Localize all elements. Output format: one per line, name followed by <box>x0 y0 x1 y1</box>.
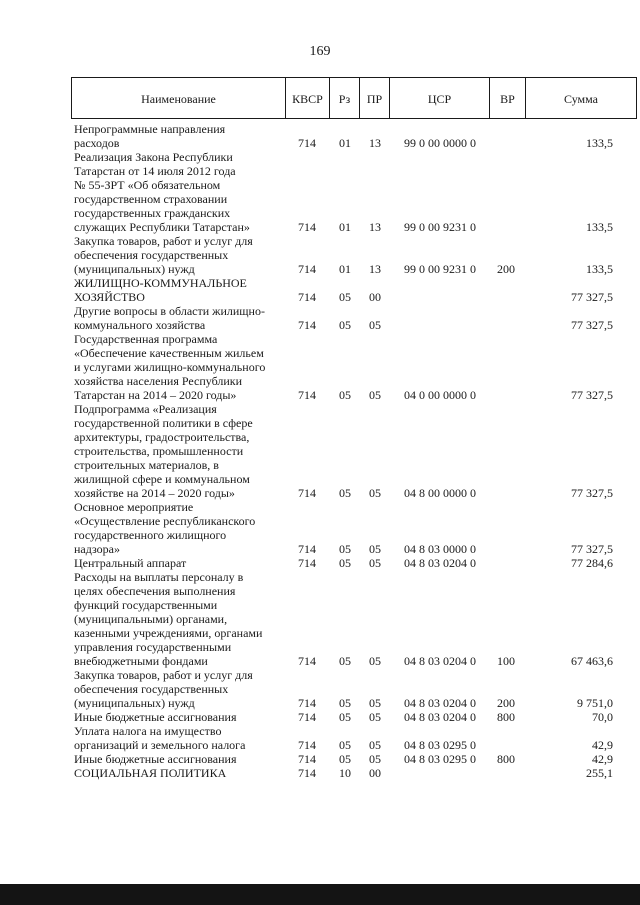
row-pr: 00 <box>369 290 381 304</box>
row-vr <box>490 766 522 780</box>
table-row <box>0 150 640 234</box>
table-row <box>0 556 640 570</box>
row-name-line: Иные бюджетные ассигнования <box>74 710 237 724</box>
row-name <box>74 724 279 752</box>
row-name-line: функций государственными <box>74 598 218 612</box>
row-sum: 133,5 <box>586 136 613 150</box>
row-name <box>74 500 279 556</box>
row-name-line: Реализация Закона Республики <box>74 150 233 164</box>
row-name <box>74 556 279 570</box>
column-header-name: Наименование <box>141 92 216 106</box>
row-pr: 13 <box>369 136 381 150</box>
row-name-line: № 55-ЗРТ «Об обязательном <box>74 178 221 192</box>
row-sum: 42,9 <box>592 738 613 752</box>
row-vr <box>490 388 522 402</box>
row-kvsr: 714 <box>298 542 316 556</box>
row-name-line: архитектуры, градостроительства, <box>74 430 250 444</box>
row-name-line: служащих Республики Татарстан» <box>74 220 250 234</box>
table-row <box>0 710 640 724</box>
row-vr <box>490 542 522 556</box>
page-number: 169 <box>309 44 331 59</box>
row-rz: 05 <box>339 738 351 752</box>
row-pr: 05 <box>369 710 381 724</box>
row-name-line: Иные бюджетные ассигнования <box>74 752 237 766</box>
row-name <box>74 668 279 710</box>
row-csr <box>390 766 490 780</box>
row-pr: 05 <box>369 388 381 402</box>
column-header-sum: Сумма <box>525 78 636 118</box>
row-sum: 255,1 <box>586 766 613 780</box>
row-name-line: Подпрограмма «Реализация <box>74 402 217 416</box>
row-name-line: (муниципальных) нужд <box>74 696 195 710</box>
row-name-line: ХОЗЯЙСТВО <box>74 290 145 304</box>
row-rz: 05 <box>339 388 351 402</box>
row-name <box>74 766 279 780</box>
row-kvsr: 714 <box>298 738 316 752</box>
row-vr <box>490 220 522 234</box>
row-vr: 800 <box>497 752 515 766</box>
row-sum: 70,0 <box>592 710 613 724</box>
row-name-line: Закупка товаров, работ и услуг для <box>74 234 253 248</box>
table-row <box>0 234 640 276</box>
row-pr: 05 <box>369 738 381 752</box>
row-name-line: Закупка товаров, работ и услуг для <box>74 668 253 682</box>
row-pr: 13 <box>369 220 381 234</box>
row-name <box>74 332 279 402</box>
row-name-line: обеспечения государственных <box>74 682 229 696</box>
row-rz: 05 <box>339 654 351 668</box>
row-rz: 01 <box>339 136 351 150</box>
row-pr: 05 <box>369 486 381 500</box>
row-pr: 05 <box>369 654 381 668</box>
row-name-line: жилищной сфере и коммунальном <box>74 472 250 486</box>
row-name-line: Расходы на выплаты персоналу в <box>74 570 244 584</box>
table-row <box>0 752 640 766</box>
row-rz: 01 <box>339 220 351 234</box>
row-name-line: государственном страховании <box>74 192 228 206</box>
row-name-line: Государственная программа <box>74 332 218 346</box>
row-name <box>74 276 279 304</box>
row-sum: 9 751,0 <box>577 696 613 710</box>
row-pr: 05 <box>369 318 381 332</box>
row-kvsr: 714 <box>298 388 316 402</box>
table-row <box>0 724 640 752</box>
row-kvsr: 714 <box>298 696 316 710</box>
row-name-line: Другие вопросы в области жилищно- <box>74 304 265 318</box>
row-kvsr: 714 <box>298 556 316 570</box>
row-sum: 77 327,5 <box>571 388 613 402</box>
row-csr: 04 8 03 0204 0 <box>404 556 476 570</box>
row-rz: 05 <box>339 542 351 556</box>
row-name-line: целях обеспечения выполнения <box>74 584 236 598</box>
table-row <box>0 766 640 780</box>
row-name-line: Татарстан от 14 июля 2012 года <box>74 164 236 178</box>
row-kvsr: 714 <box>298 318 316 332</box>
row-pr: 05 <box>369 752 381 766</box>
table-row <box>0 570 640 668</box>
row-name-line: расходов <box>74 136 120 150</box>
row-kvsr: 714 <box>298 710 316 724</box>
row-name <box>74 234 279 276</box>
row-name-line: строительных материалов, в <box>74 458 219 472</box>
row-vr <box>490 556 522 570</box>
table-row <box>0 402 640 500</box>
row-name-line: Центральный аппарат <box>74 556 187 570</box>
row-kvsr: 714 <box>298 136 316 150</box>
row-rz: 01 <box>339 262 351 276</box>
row-name-line: «Обеспечение качественным жильем <box>74 346 264 360</box>
row-pr: 05 <box>369 696 381 710</box>
row-pr: 13 <box>369 262 381 276</box>
row-rz: 05 <box>339 290 351 304</box>
table-header <box>71 77 637 119</box>
row-name <box>74 304 279 332</box>
row-kvsr: 714 <box>298 654 316 668</box>
row-sum: 133,5 <box>586 220 613 234</box>
row-csr <box>390 290 490 304</box>
column-header-vr: ВР <box>489 78 525 118</box>
table-row <box>0 276 640 304</box>
row-name <box>74 570 279 668</box>
row-csr: 99 0 00 9231 0 <box>404 262 476 276</box>
table-row <box>0 332 640 402</box>
row-sum: 77 327,5 <box>571 486 613 500</box>
column-header-pr: ПР <box>359 78 389 118</box>
row-kvsr: 714 <box>298 486 316 500</box>
row-kvsr: 714 <box>298 290 316 304</box>
row-vr: 100 <box>497 654 515 668</box>
row-name-line: Основное мероприятие <box>74 500 194 514</box>
row-rz: 05 <box>339 710 351 724</box>
row-pr: 00 <box>369 766 381 780</box>
row-csr: 99 0 00 0000 0 <box>404 136 476 150</box>
row-vr: 200 <box>497 262 515 276</box>
row-csr: 04 8 00 0000 0 <box>404 486 476 500</box>
row-csr: 04 8 03 0295 0 <box>404 738 476 752</box>
row-sum: 77 327,5 <box>571 290 613 304</box>
column-header-kvsr: КВСР <box>285 78 329 118</box>
row-name-line: (муниципальными) органами, <box>74 612 228 626</box>
column-header-csr: ЦСР <box>389 78 489 118</box>
row-rz: 10 <box>339 766 351 780</box>
row-name-line: СОЦИАЛЬНАЯ ПОЛИТИКА <box>74 766 227 780</box>
row-csr: 99 0 00 9231 0 <box>404 220 476 234</box>
row-csr: 04 0 00 0000 0 <box>404 388 476 402</box>
row-sum: 42,9 <box>592 752 613 766</box>
row-name-line: Уплата налога на имущество <box>74 724 222 738</box>
row-csr: 04 8 03 0204 0 <box>404 696 476 710</box>
row-csr: 04 8 03 0000 0 <box>404 542 476 556</box>
row-sum: 77 284,6 <box>571 556 613 570</box>
row-sum: 77 327,5 <box>571 318 613 332</box>
row-vr <box>490 738 522 752</box>
row-name-line: обеспечения государственных <box>74 248 229 262</box>
row-kvsr: 714 <box>298 262 316 276</box>
row-name-line: государственного жилищного <box>74 528 227 542</box>
row-name-line: ЖИЛИЩНО-КОММУНАЛЬНОЕ <box>74 276 247 290</box>
row-kvsr: 714 <box>298 220 316 234</box>
row-name-line: Татарстан на 2014 – 2020 годы» <box>74 388 237 402</box>
row-name-line: (муниципальных) нужд <box>74 262 195 276</box>
row-pr: 05 <box>369 542 381 556</box>
row-sum: 133,5 <box>586 262 613 276</box>
row-name-line: Непрограммные направления <box>74 122 226 136</box>
row-sum: 77 327,5 <box>571 542 613 556</box>
row-name-line: государственных гражданских <box>74 206 231 220</box>
row-name-line: государственной политики в сфере <box>74 416 253 430</box>
row-kvsr: 714 <box>298 752 316 766</box>
row-pr: 05 <box>369 556 381 570</box>
row-name-line: и услугами жилищно-коммунального <box>74 360 266 374</box>
row-name <box>74 752 279 766</box>
table-row <box>0 122 640 150</box>
row-name-line: надзора» <box>74 542 120 556</box>
row-name <box>74 710 279 724</box>
column-header-rz: Рз <box>329 78 359 118</box>
row-vr: 200 <box>497 696 515 710</box>
row-name-line: внебюджетными фондами <box>74 654 208 668</box>
row-rz: 05 <box>339 696 351 710</box>
row-name-line: хозяйства населения Республики <box>74 374 243 388</box>
row-rz: 05 <box>339 752 351 766</box>
table-row <box>0 500 640 556</box>
row-name-line: «Осуществление республиканского <box>74 514 256 528</box>
row-vr <box>490 318 522 332</box>
row-rz: 05 <box>339 556 351 570</box>
row-name-line: управления государственными <box>74 640 232 654</box>
row-name-line: организаций и земельного налога <box>74 738 246 752</box>
table-body <box>0 122 640 780</box>
row-name <box>74 402 279 500</box>
table-row <box>0 304 640 332</box>
row-name <box>74 150 279 234</box>
row-vr <box>490 486 522 500</box>
row-csr <box>390 318 490 332</box>
row-name-line: строительства, промышленности <box>74 444 244 458</box>
row-name-line: коммунального хозяйства <box>74 318 206 332</box>
row-sum: 67 463,6 <box>571 654 613 668</box>
row-csr: 04 8 03 0204 0 <box>404 654 476 668</box>
row-vr <box>490 136 522 150</box>
row-csr: 04 8 03 0204 0 <box>404 710 476 724</box>
row-kvsr: 714 <box>298 766 316 780</box>
row-name-line: хозяйстве на 2014 – 2020 годы» <box>74 486 235 500</box>
row-rz: 05 <box>339 318 351 332</box>
row-name <box>74 122 279 150</box>
row-vr: 800 <box>497 710 515 724</box>
table-row <box>0 668 640 710</box>
row-rz: 05 <box>339 486 351 500</box>
row-name-line: казенными учреждениями, органами <box>74 626 263 640</box>
row-vr <box>490 290 522 304</box>
row-csr: 04 8 03 0295 0 <box>404 752 476 766</box>
scan-edge-bar <box>0 884 640 905</box>
